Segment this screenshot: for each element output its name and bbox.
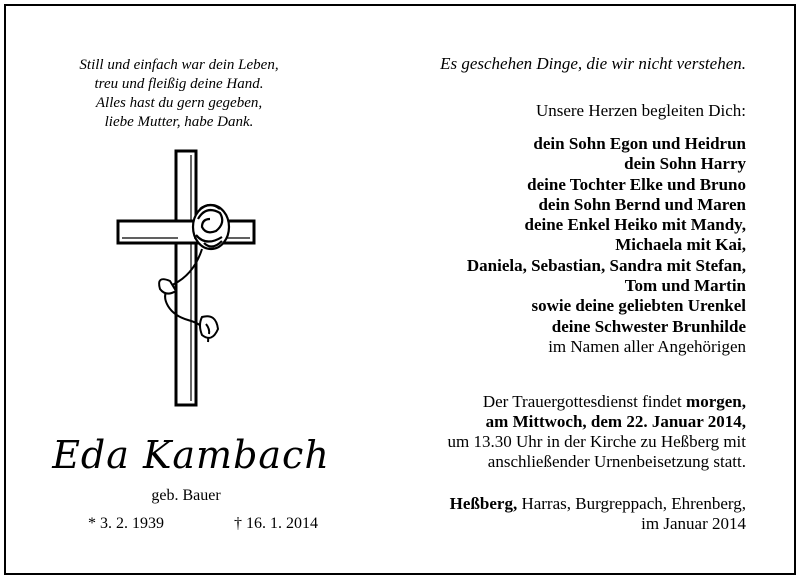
motto: Es geschehen Dinge, die wir nicht verstehen. <box>440 54 746 73</box>
death-date: † 16. 1. 2014 <box>234 515 318 532</box>
deceased-name: Eda Kambach <box>52 433 330 477</box>
mourner-line: Michaela mit Kai, <box>615 235 746 255</box>
service-time-location: um 13.30 Uhr in der Kirche zu Heßberg mit <box>447 432 746 451</box>
mourner-line: dein Sohn Egon und Heidrun <box>533 134 746 153</box>
mourners-list <box>467 134 746 357</box>
service-date: am Mittwoch, dem 22. Januar 2014, <box>485 412 746 431</box>
town-name: Heßberg, <box>449 494 518 513</box>
mourner-line: sowie deine geliebten Urenkel <box>531 296 746 316</box>
places-line <box>450 494 746 514</box>
other-towns: Harras, Burgreppach, Ehrenberg, <box>517 494 746 513</box>
birth-name: geb. Bauer <box>151 487 221 504</box>
mourner-line: dein Sohn Bernd und Maren <box>538 194 746 214</box>
mourner-line: Daniela, Sebastian, Sandra mit Stefan, <box>466 255 746 275</box>
mourner-line: deine Enkel Heiko mit Mandy, <box>524 215 746 235</box>
cross-with-rose-icon <box>116 149 256 409</box>
poem-line: treu und fleißig deine Hand. <box>94 76 264 92</box>
mourners-closing: im Namen aller Angehörigen <box>548 336 746 356</box>
place-and-date <box>450 494 746 534</box>
service-text: Der Trauergottesdienst findet <box>482 392 687 411</box>
poem-line: liebe Mutter, habe Dank. <box>104 114 254 130</box>
mourners-intro: Unsere Herzen begleiten Dich: <box>535 101 746 120</box>
service-burial: anschließender Urnenbeisetzung statt. <box>487 452 746 471</box>
mourner-line: dein Sohn Harry <box>624 154 746 174</box>
service-day: morgen, <box>686 392 746 411</box>
service-line-1 <box>447 392 746 412</box>
memorial-poem <box>54 56 304 132</box>
mourner-line: deine Schwester Brunhilde <box>551 316 746 336</box>
mourner-line: deine Tochter Elke und Bruno <box>527 174 746 194</box>
poem-line: Still und einfach war dein Leben, <box>79 57 279 73</box>
birth-date: * 3. 2. 1939 <box>88 515 164 532</box>
issue-date: im Januar 2014 <box>641 514 746 533</box>
funeral-service-info <box>447 392 746 472</box>
obituary-notice <box>4 4 796 575</box>
poem-line: Alles hast du gern gegeben, <box>95 95 263 111</box>
mourner-line: Tom und Martin <box>624 276 746 296</box>
